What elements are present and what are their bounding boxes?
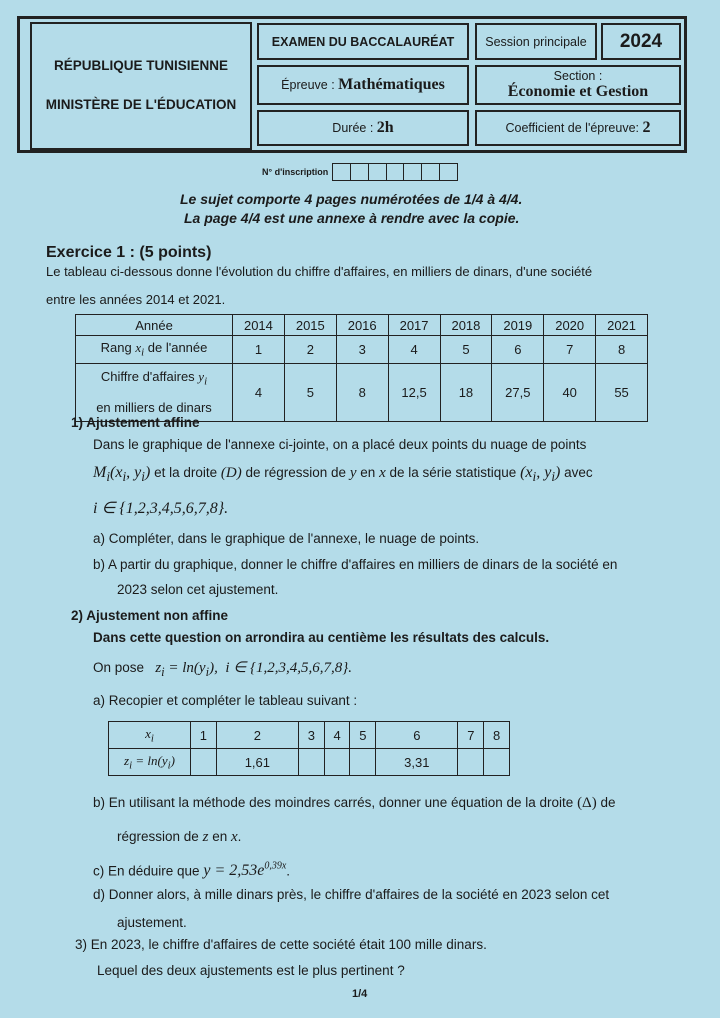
q3-line1: 3) En 2023, le chiffre d'affaires de cette société était 100 mille dinars. (75, 937, 487, 952)
z-table (108, 721, 510, 776)
table-header-chiffre: Chiffre d'affaires $y_i$ en milliers de dinars (76, 364, 233, 422)
q1-a: a) Compléter, dans le graphique de l'annexe, le nuage de points. (93, 531, 480, 546)
year-cell: 2018 (440, 315, 492, 336)
exercise-title: Exercice 1 : (5 points) (46, 244, 212, 261)
intro-line2: La page 4/4 est une annexe à rendre avec la copie. (184, 210, 520, 226)
value-cell: 8 (336, 364, 388, 422)
x-cell: 2 (216, 722, 298, 749)
x-cell: 1 (191, 722, 217, 749)
inscription-digit[interactable] (387, 164, 405, 180)
q1-text1: Dans le graphique de l'annexe ci-jointe, on a placé deux points du nuage de points (93, 437, 587, 452)
section-value: Économie et Gestion (507, 83, 649, 100)
value-cell: 55 (596, 364, 648, 422)
epreuve-label: Épreuve : (281, 78, 335, 92)
inscription-digit[interactable] (440, 164, 457, 180)
inscription-digit[interactable] (333, 164, 351, 180)
year-cell: 2016 (336, 315, 388, 336)
z-cell[interactable] (350, 749, 376, 776)
z-cell[interactable]: 1,61 (216, 749, 298, 776)
section-box (475, 65, 681, 105)
year-cell: 2014 (233, 315, 285, 336)
header-left-box (30, 22, 252, 150)
q2-title: 2) Ajustement non affine (71, 608, 229, 623)
value-cell: 27,5 (492, 364, 544, 422)
ministry-label: MINISTÈRE DE L'ÉDUCATION (45, 97, 237, 112)
rank-cell: 8 (596, 336, 648, 364)
inscription-digit[interactable] (369, 164, 387, 180)
q2-a: a) Recopier et compléter le tableau suivant : (93, 693, 358, 708)
value-cell: 5 (284, 364, 336, 422)
x-cell: 5 (350, 722, 376, 749)
coef-value: 2 (642, 119, 651, 136)
table-header-rang: Rang $x_i$ de l'année (76, 336, 233, 364)
coef-label: Coefficient de l'épreuve: (505, 121, 639, 135)
year-cell: 2021 (596, 315, 648, 336)
table-header-annee: Année (76, 315, 233, 336)
rank-cell: 4 (388, 336, 440, 364)
z-cell[interactable]: 3,31 (376, 749, 458, 776)
duree-value: 2h (376, 119, 394, 136)
inscription-digit[interactable] (404, 164, 422, 180)
duree-box (257, 110, 469, 146)
z-cell[interactable] (324, 749, 350, 776)
q1-index-set: i ∈ {1,2,3,4,5,6,7,8}. (93, 500, 229, 517)
inscription-digit[interactable] (422, 164, 440, 180)
inscription-digit[interactable] (351, 164, 369, 180)
rank-cell: 7 (544, 336, 596, 364)
rank-cell: 2 (284, 336, 336, 364)
page-number: 1/4 (352, 988, 368, 1000)
duree-label: Durée : (332, 121, 374, 135)
q2-c: c) En déduire que $y = 2,53e^{0,39x}$. (93, 861, 291, 880)
x-cell: 7 (458, 722, 484, 749)
q3-line2: Lequel des deux ajustements est le plus pertinent ? (97, 963, 405, 978)
z-cell[interactable] (191, 749, 217, 776)
z-cell[interactable] (299, 749, 325, 776)
q1-text2: $M_i(x_i$, $y_i$) et la droite (D) de régression de y en x de la série statistique ($x_i$, $y_i$) avec (93, 464, 593, 485)
q2-bold-line: Dans cette question on arrondira au centième les résultats des calculs. (93, 630, 550, 645)
epreuve-value: Mathématiques (338, 76, 445, 93)
exercise-text-line1: Le tableau ci-dessous donne l'évolution du chiffre d'affaires, en milliers de dinars, d'une société (46, 264, 593, 279)
section-label: Section : (553, 69, 603, 83)
q2-d1: d) Donner alors, à mille dinars près, le chiffre d'affaires de la société en 2023 selon cet (93, 887, 610, 902)
year-cell: 2020 (544, 315, 596, 336)
inscription-label: N° d'inscription (262, 167, 329, 177)
x-cell: 4 (324, 722, 350, 749)
q1-b2: 2023 selon cet ajustement. (117, 582, 279, 597)
q1-b1: b) A partir du graphique, donner le chiffre d'affaires en milliers de dinars de la société en (93, 557, 618, 572)
data-table (75, 314, 648, 422)
value-cell: 40 (544, 364, 596, 422)
q1-title: 1) Ajustement affine (71, 415, 200, 430)
q2-b1: b) En utilisant la méthode des moindres carrés, donner une équation de la droite (Δ) de (93, 795, 616, 811)
exercise-text-line2: entre les années 2014 et 2021. (46, 292, 226, 307)
x-cell: 3 (299, 722, 325, 749)
year-label: 2024 (601, 23, 681, 60)
republic-label: RÉPUBLIQUE TUNISIENNE (53, 58, 229, 73)
value-cell: 18 (440, 364, 492, 422)
session-label: Session principale (475, 23, 597, 60)
q2-pose: On pose $z_i = \ln(y_i)$, i ∈ {1,2,3,4,5,6,7,8}. (93, 660, 353, 679)
q2-b2: régression de z en x. (117, 829, 242, 845)
z-table-header-x: $x_i$ (109, 722, 191, 749)
x-cell: 6 (376, 722, 458, 749)
intro-line1: Le sujet comporte 4 pages numérotées de 1/4 à 4/4. (180, 191, 523, 207)
value-cell: 12,5 (388, 364, 440, 422)
value-cell: 4 (233, 364, 285, 422)
z-table-header-z: $z_i = \ln(y_i)$ (109, 749, 191, 776)
year-cell: 2015 (284, 315, 336, 336)
q2-d2: ajustement. (117, 915, 187, 930)
x-cell: 8 (484, 722, 510, 749)
exam-label: EXAMEN DU BACCALAURÉAT (257, 23, 469, 60)
inscription-boxes[interactable] (332, 163, 458, 181)
rank-cell: 1 (233, 336, 285, 364)
year-cell: 2017 (388, 315, 440, 336)
coef-box (475, 110, 681, 146)
z-cell[interactable] (484, 749, 510, 776)
z-cell[interactable] (458, 749, 484, 776)
year-cell: 2019 (492, 315, 544, 336)
rank-cell: 6 (492, 336, 544, 364)
epreuve-box (257, 65, 469, 105)
rank-cell: 3 (336, 336, 388, 364)
rank-cell: 5 (440, 336, 492, 364)
